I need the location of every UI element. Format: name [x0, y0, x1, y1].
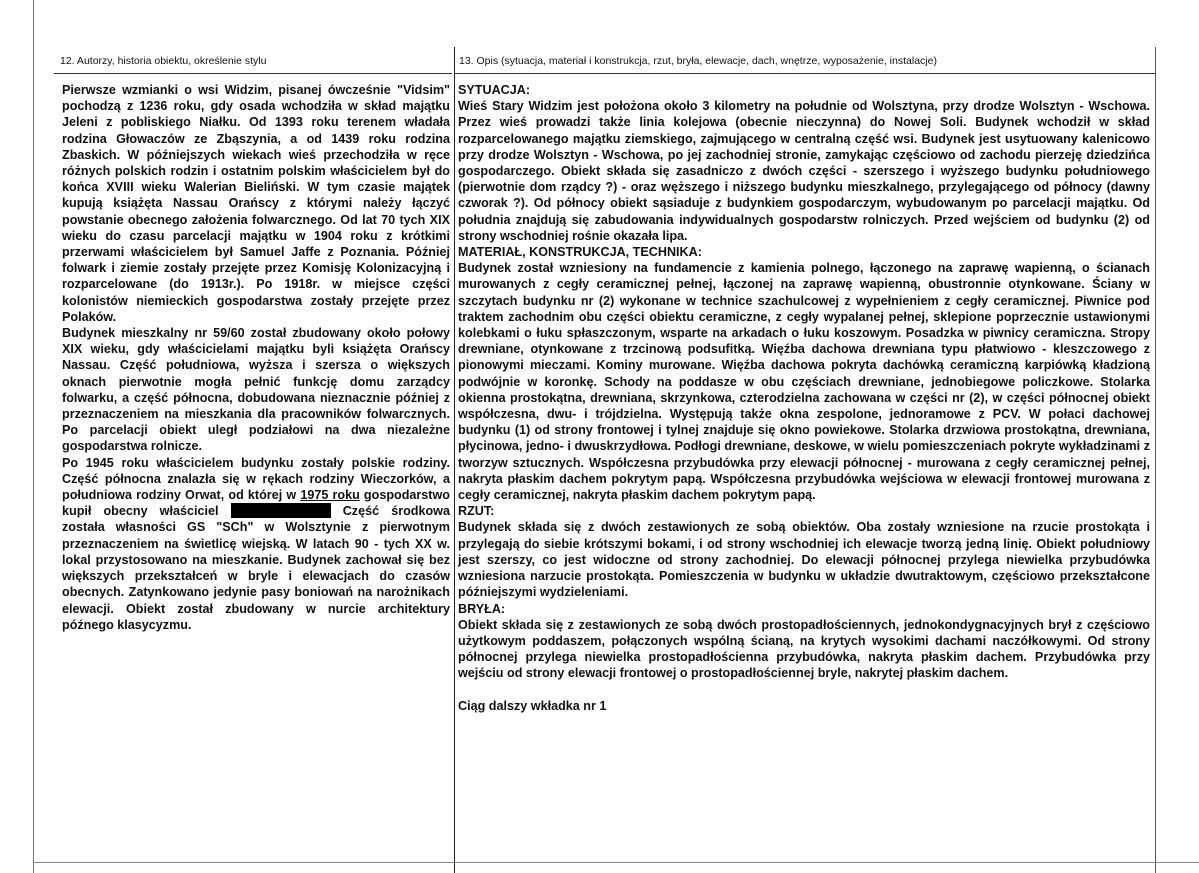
- history-paragraph-3: [62, 455, 450, 633]
- redaction-block: [231, 503, 331, 518]
- history-paragraph-2: Budynek mieszkalny nr 59/60 został zbudowany około połowy XIX wieku, gdy właścicielami majątku byli książęta Orańscy Nassau. Część południowa, wyższa i szersza o większych oknach pierwotnie mogła pełnić funkcję domu zarządcy folwarku, a część północna, dobudowana nieznacznie później z przeznaczeniem na mieszkania dla pracowników folwarcznych. Po parcelacji obiekt uległ podziałowi na dwa niezależne gospodarstwa rolnicze.: [62, 326, 450, 454]
- right-column-header: 13. Opis (sytuacja, materiał i konstrukcja, rzut, bryła, elewacje, dach, wnętrze, wyposażenie, instalacje): [459, 55, 937, 67]
- header-rule-right: [455, 73, 1155, 74]
- section-heading-situation: SYTUACJA:: [458, 83, 531, 97]
- right-border-line: [1155, 47, 1156, 873]
- bottom-border-line: [33, 862, 1199, 863]
- continuation-note: Ciąg dalszy wkładka nr 1: [458, 698, 607, 713]
- left-border-line: [33, 0, 34, 873]
- left-column-body: [62, 82, 450, 633]
- section-text-form: Obiekt składa się z zestawionych ze sobą dwóch prostopadłościennych, jednokondygnacyjnych brył z częściowo użytkowym poddaszem, połączonych wspólną ścianą, na krytych wysokimi dachami naczółkowymi. Od strony północnej przylega niewielka prostopadłościenna przybudówka, nakryta płaskim dachem. Przybudówka przy wejściu od strony elewacji frontowej o prostopadłościennej bryle, nakrytej płaskim dachem.: [458, 617, 1150, 681]
- section-heading-material: MATERIAŁ, KONSTRUKCJA, TECHNIKA:: [458, 245, 702, 260]
- section-text-situation: Wieś Stary Widzim jest położona około 3 kilometry na południe od Wolsztyna, przy drodze Wolsztyn - Wschowa. Przez wieś prowadzi także linia kolejowa (obecnie nieczynna) do Nowej Soli. Budynek wchodził w skład rozparcelowanego majątku ziemskiego, zajmującego w centralną część wsi. Budynek jest usytuowany kalenicowo przy drodze Wolsztyn - Wschowa, po jej zachodniej stronie, zamykając częściowo od zachodu pierzeję dziedzińca gospodarczego. Obiekt składa się zasadniczo z dwóch części - szerszego i wyższego budynku południowego (pierwotnie dom rządcy ?) - oraz węższego i niższego budynku mieszkalnego, przylegającego od północy (dawny czworak ?). Od północy obiekt sąsiaduje z budynkiem gospodarczym, wybudowanym po parcelacji majątku. Od południa znajdują się zabudowania indywidualnych gospodarstw rolniczych. Przed wejściem od budynku (2) od strony wschodniej rośnie okazała lipa.: [458, 99, 1150, 243]
- right-column-body: [458, 82, 1150, 714]
- section-heading-plan: RZUT:: [458, 504, 495, 519]
- section-heading-form: BRYŁA:: [458, 601, 506, 616]
- history-p3-mid: gospodarstwo kupił obecny właściciel: [62, 488, 450, 519]
- history-paragraph-1: Pierwsze wzmianki o wsi Widzim, pisanej ówcześnie "Vidsim" pochodzą z 1236 roku, gdy osada wchodziła w skład majątku Jeleni z pobliskiego Niałku. Od 1393 roku terenem władała rodzina Głowaczów ze Zbąszynia, a od 1439 roku rodzina Zbaskich. W późniejszych wiekach wieś przechodziła w ręce różnych polskich rodzin i ostatnim polskim właścicielem był do końca XVIII wieku Walerian Bieliński. W tym czasie majątek kupują książęta Nassau Orańscy z którymi należy łączyć powstanie obecnego założenia folwarcznego. Od lat 70 tych XIX wieku do czasu parcelacji majątku w 1904 roku z krótkimi przerwami właścicielem był Samuel Jaffe z Poznania. Później folwark i ziemie zostały przejęte przez Komisję Kolonizacyjną i rozparcelowane (do 1913r.). Po 1918r. w miejsce części kolonistów niemieckich gospodarstwa zostały przejęte przez Polaków.: [62, 83, 450, 324]
- header-rule-left: [54, 73, 452, 74]
- left-column-header: 12. Autorzy, historia obiektu, określenie stylu: [60, 55, 267, 67]
- column-divider: [454, 47, 455, 873]
- history-p3-start: Po 1945 roku właścicielem budynku zostały polskie rodziny. Część północna znalazła się w rękach rodziny Wieczorków, a południowa rodziny Orwat, od której w: [62, 455, 450, 503]
- section-text-plan: Budynek składa się z dwóch zestawionych ze sobą obiektów. Oba zostały wzniesione na rzucie prostokąta i przylegają do siebie krótszymi bokami, i od strony wschodniej ich elewacje tworzą jedną linię. Obiekt południowy jest szerszy, co jest widoczne od strony zachodniej. Do elewacji północnej przylega niewielka przybudówka wzniesiona narzucie prostokąta. Pomieszczenia w budynku w układzie dwutraktowym, częściowo przekształcone późniejszymi wydzieleniami.: [458, 520, 1150, 600]
- history-p3-end: Część środkowa została własności GS "SCh" w Wolsztynie z pierwotnym przeznaczeniem na świetlicę wiejską. W latach 90 - tych XX w. lokal przystosowano na mieszkanie. Budynek zachował się bez większych przekształceń w bryle i elewacjach do czasów obecnych. Zatynkowano jedynie pasy boniowań na narożnikach elewacji. Obiekt został zbudowany w nurcie architektury późnego klasycyzmu.: [62, 504, 450, 632]
- section-text-material: Budynek został wzniesiony na fundamencie z kamienia polnego, łączonego na zaprawę wapienną, o ścianach murowanych z cegły ceramicznej pełnej, łączonej na zaprawę wapienną, obustronnie otynkowane. Ściany w szczytach budynku nr (2) wykonane w technice szachulcowej z wypełnieniem z cegły ceramicznej. Piwnice pod traktem zachodnim obu części obiektu ceramiczne, z cegły wypalanej pełnej, sklepione poprzecznie ustawionymi kolebkami o łuku spłaszczonym, wsparte na arkadach o łuku koszowym. Posadzka w piwnicy ceramiczna. Stropy drewniane, otynkowane z trzcinową podsufitką. Więźba dachowa drewniana typu płatwiowo - kleszczowego z pionowymi mieczami. Kominy murowane. Więźba dachowa pokryta dachówką ceramiczną karpiówką kładzioną podwójnie w koronkę. Schody na poddasze w obu częściach drewniane, jednobiegowe policzkowe. Stolarka okienna prostokątna, drewniana, skrzynkowa, czterodzielna zachowana w części nr (2), w części północnej obiekt współczesna, dwu- i trójdzielna. Występują także okna zespolone, jednoramowe z PCV. W połaci dachowej budynku (1) od strony frontowej i tylnej znajduje się okno powiekowe. Stolarka drzwiowa prostokątna, drewniana, płycinowa, jedno- i dwuskrzydłowa. Podłogi drewniane, deskowe, w wielu pomieszczeniach pokryte wykładzinami z tworzyw sztucznych. Współczesna przybudówka przy elewacji północnej - murowana z cegły ceramicznej pełnej, nakryta płaskim dachem pokrytym papą. Współczesna przybudówka wejściowa w elewacji frontowej murowana z cegły ceramicznej, nakryta płaskim dachem pokrytym papą.: [458, 261, 1150, 503]
- history-p3-underlined-year: 1975 roku: [300, 488, 360, 503]
